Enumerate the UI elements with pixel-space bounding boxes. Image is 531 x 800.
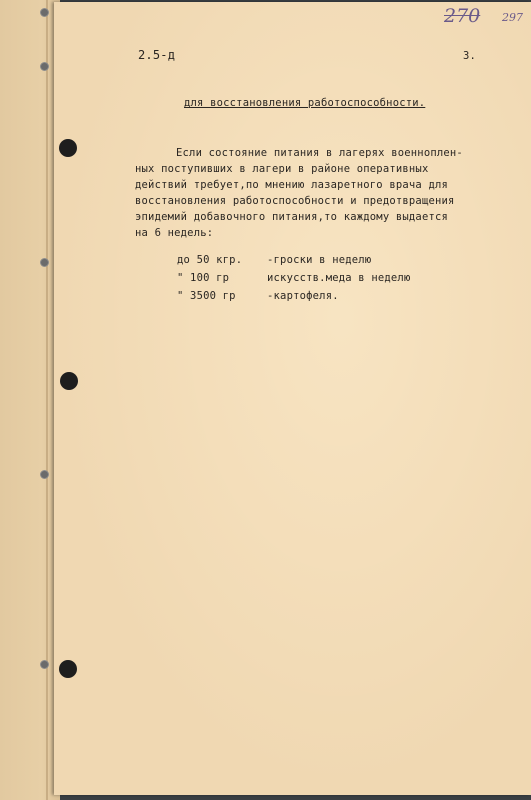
paragraph-line: восстановления работоспособности и предотвращения [135, 195, 455, 207]
folio-number-alt: 297 [502, 11, 523, 24]
binder-hole [40, 470, 49, 479]
paragraph-line: ных поступивших в лагери в районе оперативных [135, 163, 429, 175]
binder-hole [40, 258, 49, 267]
page-fold-line [46, 0, 48, 800]
ration-quantity: " 100 гр [177, 272, 230, 284]
document-page [54, 2, 531, 795]
punch-hole [60, 372, 78, 390]
paragraph-line: эпидемий добавочного питания,то каждому выдается [135, 211, 449, 223]
document-code: 2.5-д [138, 48, 176, 62]
document-title: для восстановления работоспособности. [184, 97, 426, 109]
paragraph-line: действий требует,по мнению лазаретного врача для [135, 179, 449, 191]
folio-number: 270 [444, 5, 481, 27]
paragraph-line: Если состояние питания в лагерях военноплен- [176, 147, 463, 159]
paragraph-line: на 6 недель: [135, 227, 214, 239]
page-number: 3. [463, 50, 477, 62]
binder-hole [40, 8, 49, 17]
punch-hole [59, 660, 77, 678]
binder-hole [40, 660, 49, 669]
ration-quantity: " 3500 гр [177, 290, 236, 302]
ration-item: -картофеля. [267, 290, 339, 302]
previous-page-edge [0, 0, 60, 800]
ration-item: -гроски в неделю [267, 254, 372, 266]
binder-hole [40, 62, 49, 71]
ration-item: искусств.меда в неделю [267, 272, 411, 284]
punch-hole [59, 139, 77, 157]
ration-quantity: до 50 кгр. [177, 254, 243, 266]
